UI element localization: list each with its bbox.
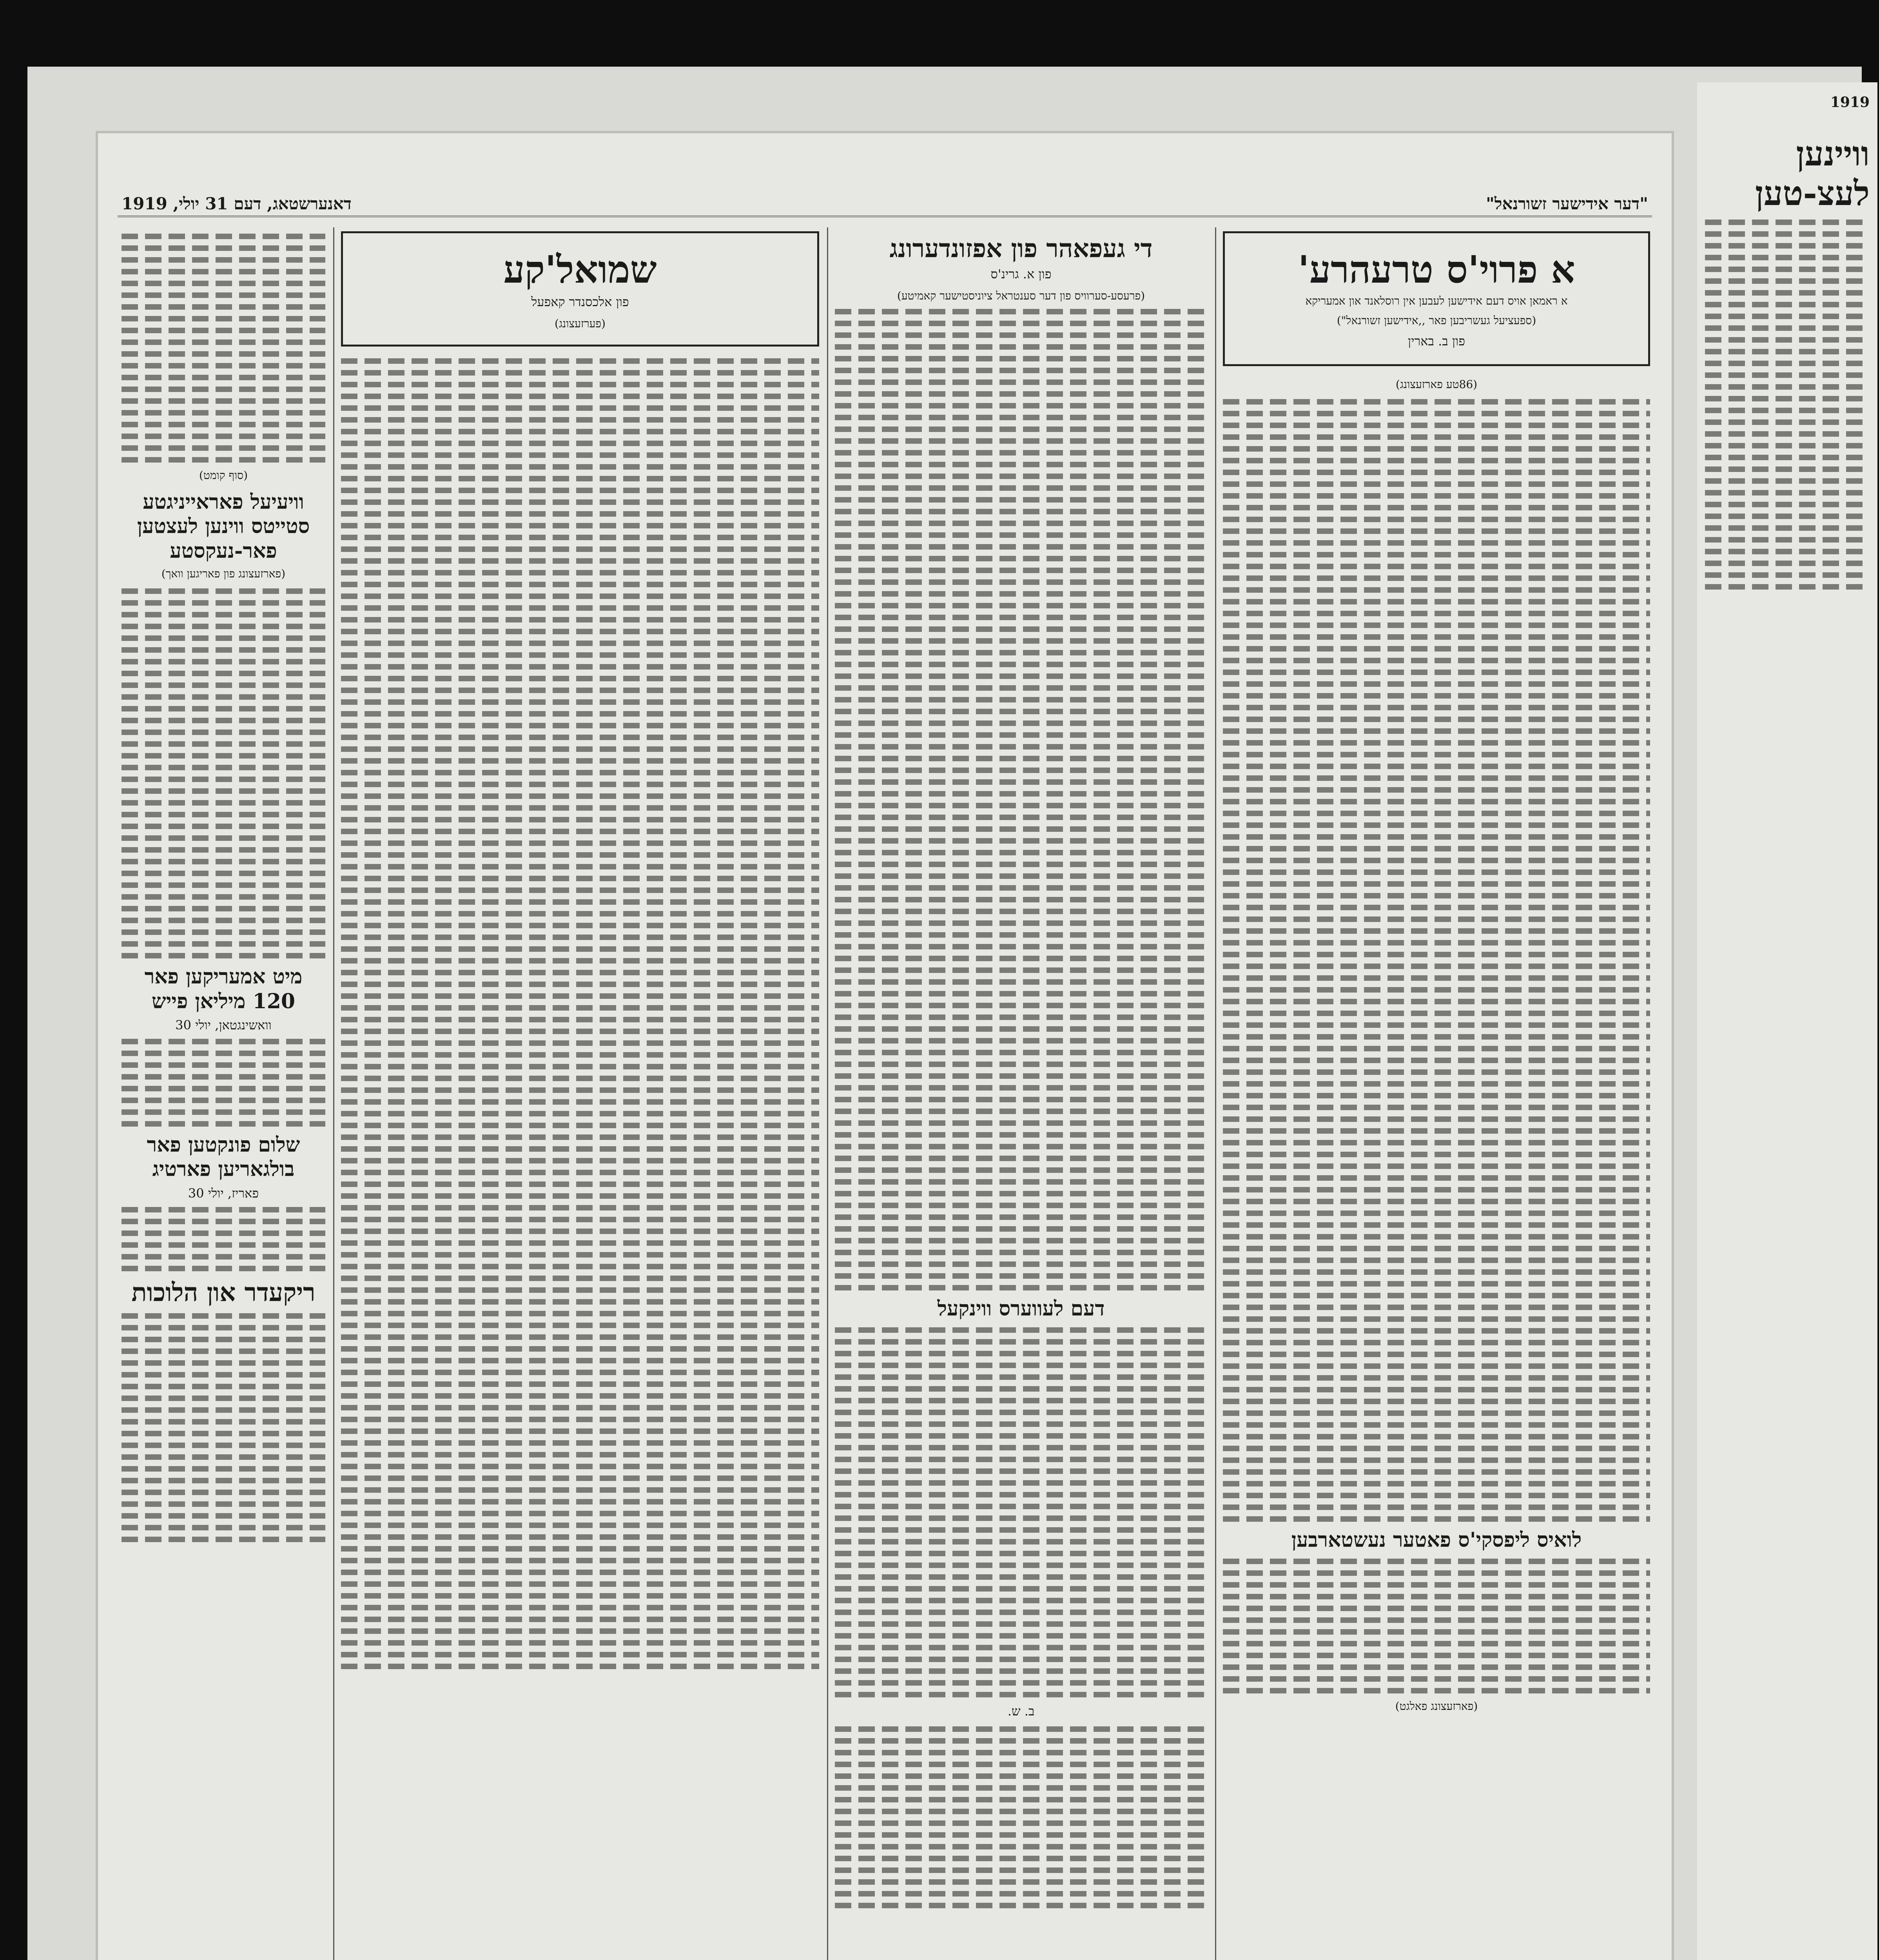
adjacent-page-content (1697, 82, 1877, 608)
column-article-isolation (835, 227, 1207, 1960)
masthead (118, 192, 1652, 217)
column-rule (333, 227, 334, 1960)
news-dateline-2: וואשינגטאן, יולי 30 (175, 1017, 272, 1033)
news-body-text-1 (122, 588, 325, 958)
adjacent-page-date: 1919 (1830, 94, 1870, 111)
column-rule (827, 227, 828, 1960)
isolation-byline: פון א. גרינ'ס (990, 266, 1052, 281)
news-section-note: (פארזעצונג פון פאריגען וואך) (161, 567, 286, 581)
news-headline-4: ריקעדר און הלוכות (131, 1278, 316, 1307)
shmuelke-rights: (פערזעצונג) (555, 317, 606, 330)
column-rule (1215, 227, 1216, 1960)
news-top-body-text (122, 234, 325, 463)
novel-subhead: א ראמאן אויס דעם אידישען לעבען אין רוסלאנד און אמעריקא (1305, 294, 1568, 307)
news-headline-3: שלום פונקטען פאר בולגאריען פארטיג (147, 1132, 300, 1181)
adjacent-page-headline: וויינען לעצ-טען (1755, 134, 1870, 213)
isolation-rights: (פרעסע-סערוויס פון דער סענטראל ציוניסטישער קאמיטע) (897, 289, 1145, 302)
news-dateline-3: פאריז, יולי 30 (188, 1185, 259, 1201)
column-story-shmuelke (341, 227, 819, 1960)
novel-body-text (1223, 399, 1650, 1522)
news-tail-note: (סוף קומט) (199, 469, 248, 482)
letters-signature: ב. ש. (1007, 1703, 1035, 1719)
isolation-headline: די געפאהר פון אפזונדערונג (889, 234, 1153, 263)
shmuelke-headline: שמואל'קע (503, 247, 657, 292)
letters-body-text (835, 1327, 1207, 1697)
adjacent-page-edge (1697, 82, 1877, 1960)
isolation-body-text (835, 309, 1207, 1290)
news-headline-1: וויעיעל פאראייניגטע סטייטס ווינען לעצטען פאר-נעקסטע (137, 490, 310, 563)
novel-byline: פון ב. בארין (1408, 333, 1465, 348)
newspaper-page (98, 133, 1672, 1960)
shmuelke-header-box (341, 231, 819, 347)
novel-headline: א פרוי'ס טרעהרע' (1298, 247, 1575, 292)
shmuelke-body-text (341, 358, 819, 1669)
letters-corner-headline: דעם לעווערס ווינקעל (937, 1296, 1105, 1321)
masthead-date: דאנערשטאג, דעם 31 יולי, 1919 (122, 194, 352, 213)
column-novel (1223, 227, 1650, 1960)
column-news (122, 227, 325, 1960)
novel-rights: (ספעציעל געשריבען פאר ,,אידישען זשורנאל") (1337, 314, 1536, 327)
novel-section-note: (86טע פארזעצונג) (1395, 377, 1478, 391)
masthead-title: "דער אידישער זשורנאל" (1485, 194, 1648, 213)
novel-header-box (1223, 231, 1650, 366)
shmuelke-byline: פון אלכסנדר קאפעל (531, 294, 629, 309)
news-headline-2: מיט אמעריקען פאר 120 מיליאן פייש (144, 965, 303, 1013)
novel-end-note: (פארזעצונג פאלגט) (1395, 1699, 1478, 1713)
obituary-headline: לואיס ליפסקי'ס פאטער נעשטארבען (1291, 1528, 1582, 1552)
